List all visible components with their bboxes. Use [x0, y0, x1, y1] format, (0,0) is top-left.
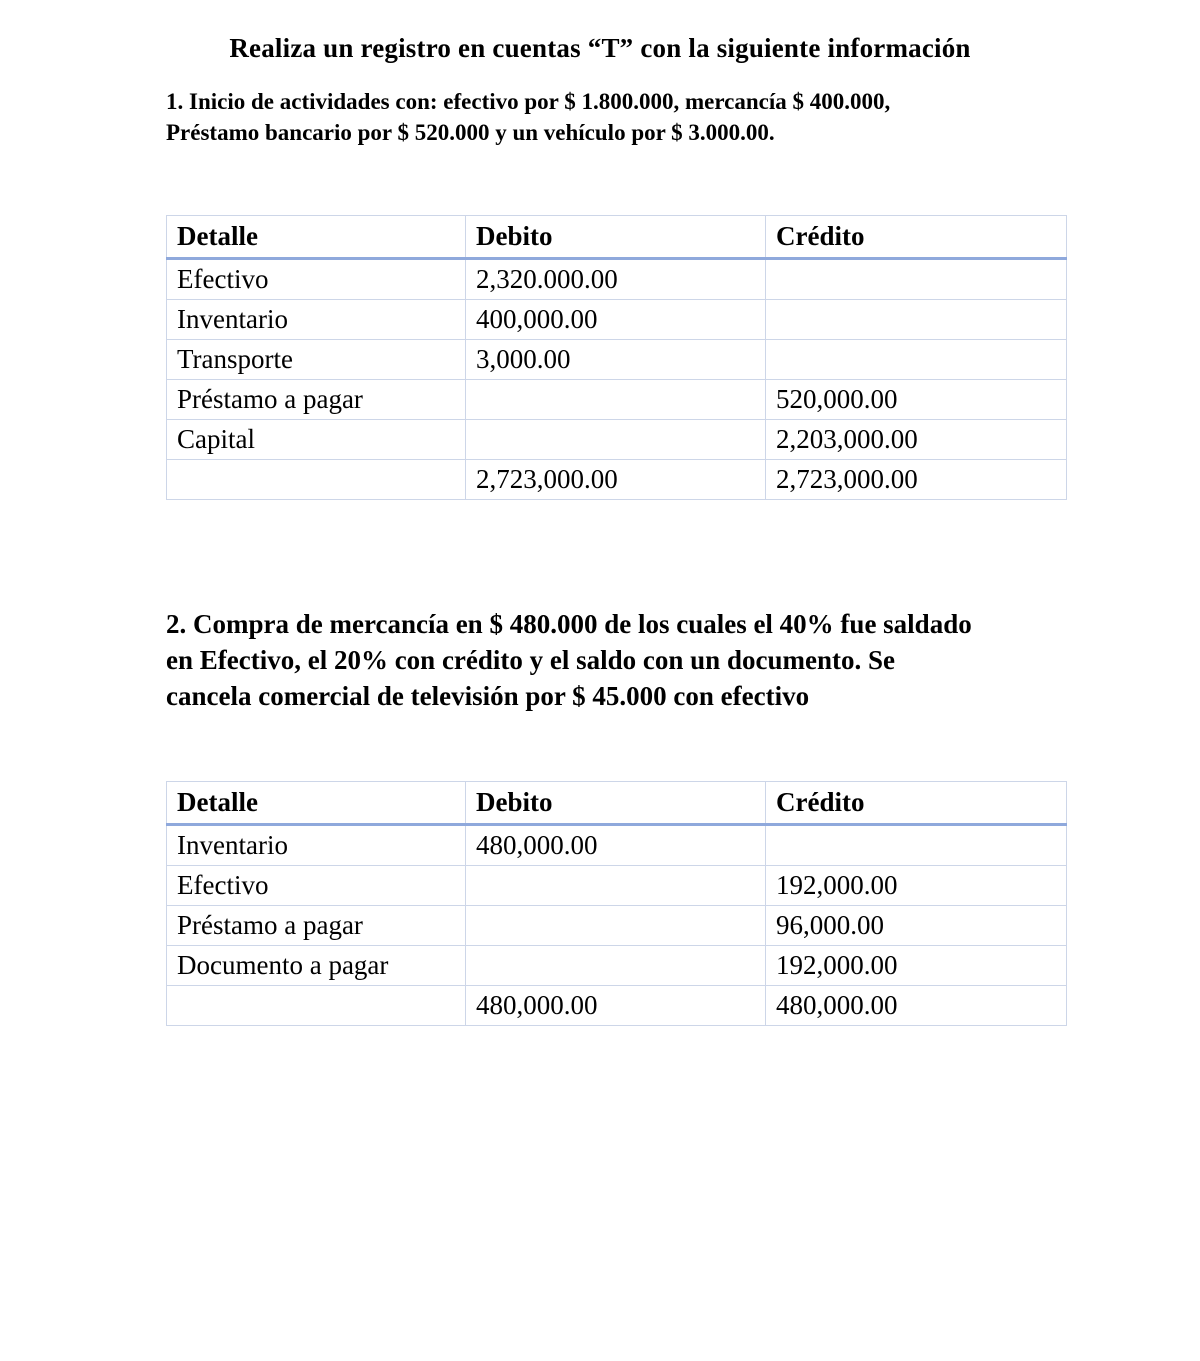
- ledger-table-2: [166, 781, 1067, 1026]
- cell-debito: 2,320.000.00: [466, 259, 766, 300]
- statement-line: 2. Compra de mercancía en $ 480.000 de los cuales el 40% fue saldado: [166, 609, 972, 639]
- cell-debito: 480,000.00: [466, 825, 766, 866]
- total-credito: 480,000.00: [766, 986, 1067, 1026]
- cell-credito: 2,203,000.00: [766, 420, 1067, 460]
- totals-row: [167, 460, 1067, 500]
- cell-credito: [766, 300, 1067, 340]
- total-debito: 2,723,000.00: [466, 460, 766, 500]
- header-detalle: Detalle: [167, 782, 466, 825]
- cell-detalle: [167, 460, 466, 500]
- cell-credito: 520,000.00: [766, 380, 1067, 420]
- total-credito: 2,723,000.00: [766, 460, 1067, 500]
- header-detalle: Detalle: [167, 216, 466, 259]
- statement-line: cancela comercial de televisión por $ 45.000 con efectivo: [166, 681, 810, 711]
- header-credito: Crédito: [766, 782, 1067, 825]
- table-row: [167, 825, 1067, 866]
- table-row: [167, 300, 1067, 340]
- table-row: [167, 906, 1067, 946]
- exercise-2-statement: [166, 606, 972, 714]
- statement-line: 1. Inicio de actividades con: efectivo por $ 1.800.000, mercancía $ 400.000,: [166, 89, 891, 114]
- table-row: [167, 259, 1067, 300]
- cell-debito: [466, 866, 766, 906]
- table-header-row: [167, 216, 1067, 259]
- cell-credito: [766, 340, 1067, 380]
- cell-debito: [466, 380, 766, 420]
- cell-detalle: Inventario: [167, 825, 466, 866]
- cell-debito: [466, 946, 766, 986]
- total-debito: 480,000.00: [466, 986, 766, 1026]
- cell-debito: 3,000.00: [466, 340, 766, 380]
- cell-debito: [466, 420, 766, 460]
- cell-detalle: Préstamo a pagar: [167, 906, 466, 946]
- header-debito: Debito: [466, 782, 766, 825]
- cell-detalle: Documento a pagar: [167, 946, 466, 986]
- table-row: [167, 340, 1067, 380]
- table-row: [167, 420, 1067, 460]
- table-header-row: [167, 782, 1067, 825]
- totals-row: [167, 986, 1067, 1026]
- cell-detalle: Préstamo a pagar: [167, 380, 466, 420]
- cell-credito: 192,000.00: [766, 866, 1067, 906]
- statement-line: Préstamo bancario por $ 520.000 y un vehículo por $ 3.000.00.: [166, 120, 775, 145]
- cell-debito: [466, 906, 766, 946]
- cell-credito: 96,000.00: [766, 906, 1067, 946]
- cell-detalle: Transporte: [167, 340, 466, 380]
- header-debito: Debito: [466, 216, 766, 259]
- table-row: [167, 946, 1067, 986]
- table-row: [167, 866, 1067, 906]
- statement-line: en Efectivo, el 20% con crédito y el saldo con un documento. Se: [166, 645, 895, 675]
- cell-detalle: Inventario: [167, 300, 466, 340]
- cell-detalle: Efectivo: [167, 259, 466, 300]
- cell-detalle: Efectivo: [167, 866, 466, 906]
- cell-credito: [766, 825, 1067, 866]
- cell-detalle: Capital: [167, 420, 466, 460]
- cell-credito: [766, 259, 1067, 300]
- cell-credito: 192,000.00: [766, 946, 1067, 986]
- table-row: [167, 380, 1067, 420]
- cell-debito: 400,000.00: [466, 300, 766, 340]
- header-credito: Crédito: [766, 216, 1067, 259]
- exercise-1-statement: [166, 86, 890, 148]
- cell-detalle: [167, 986, 466, 1026]
- ledger-table-1: [166, 215, 1067, 500]
- page-title: Realiza un registro en cuentas “T” con la siguiente información: [229, 33, 971, 63]
